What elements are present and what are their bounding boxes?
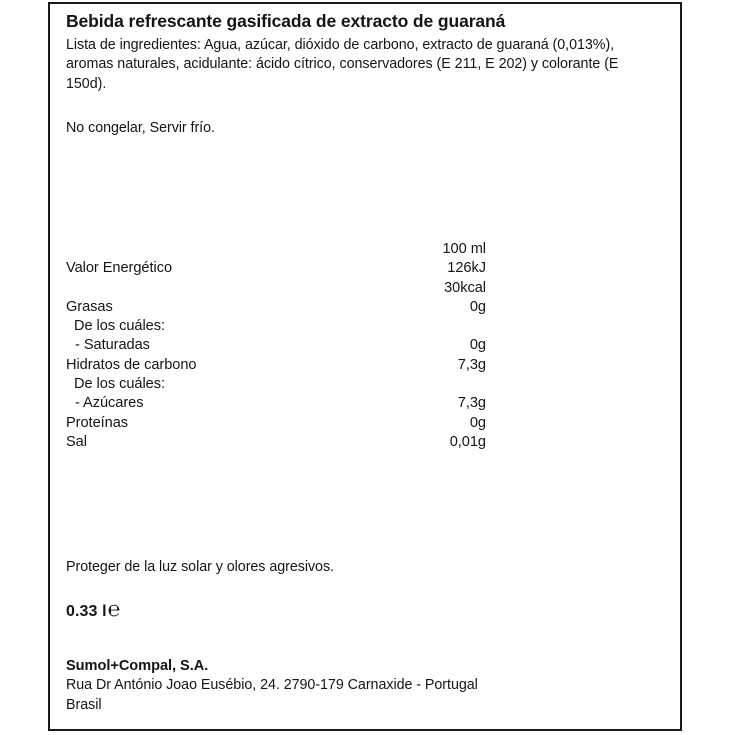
table-row bbox=[66, 394, 486, 413]
row-value: 0g bbox=[469, 337, 486, 354]
protection-instruction: Proteger de la luz solar y olores agresivos. bbox=[66, 559, 334, 575]
table-row bbox=[66, 433, 486, 452]
table-row bbox=[66, 414, 486, 433]
table-row bbox=[66, 298, 486, 317]
product-title: Bebida refrescante gasificada de extracto de guaraná bbox=[66, 11, 506, 31]
manufacturer-country: Brasil bbox=[66, 696, 102, 713]
row-value: 0,01g bbox=[449, 433, 486, 450]
estimated-sign-icon: ℮ bbox=[107, 598, 121, 621]
row-label: Grasas bbox=[66, 298, 113, 315]
row-value: 126kJ bbox=[447, 260, 486, 277]
manufacturer-block bbox=[66, 657, 478, 715]
manufacturer-name: Sumol+Compal, S.A. bbox=[66, 658, 209, 674]
row-label: De los cuáles: bbox=[74, 376, 165, 393]
row-value: 7,3g bbox=[457, 395, 486, 412]
nutrition-header-row bbox=[66, 240, 486, 259]
row-label: Valor Energético bbox=[66, 260, 173, 277]
nutrition-label-panel bbox=[48, 2, 682, 731]
row-label: Proteínas bbox=[66, 414, 129, 431]
row-value: 0g bbox=[469, 414, 486, 431]
row-label: Hidratos de carbono bbox=[66, 356, 197, 373]
table-row bbox=[66, 356, 486, 375]
table-row bbox=[66, 279, 486, 298]
row-label: - Saturadas bbox=[75, 337, 150, 354]
table-row bbox=[66, 317, 486, 336]
net-volume-value: 0.33 l bbox=[66, 603, 107, 620]
row-value: 30kcal bbox=[444, 279, 486, 296]
row-label: - Azúcares bbox=[75, 395, 144, 412]
manufacturer-address: Rua Dr António Joao Eusébio, 24. 2790-179 Carnaxide - Portugal bbox=[66, 677, 478, 694]
row-value: 7,3g bbox=[457, 356, 486, 373]
nutrition-column-header: 100 ml bbox=[442, 241, 486, 257]
ingredients-list: Lista de ingredientes: Agua, azúcar, dióxido de carbono, extracto de guaraná (0,013%), aromas naturales, acidulante: ácido cítrico, conservadores (E 211, E 202) y colorante (E 150d). bbox=[66, 37, 619, 92]
row-value: 0g bbox=[469, 298, 486, 315]
net-volume bbox=[66, 599, 120, 621]
table-row bbox=[66, 336, 486, 355]
label-content bbox=[50, 11, 680, 731]
row-label: De los cuáles: bbox=[74, 318, 165, 335]
table-row bbox=[66, 375, 486, 394]
nutrition-table bbox=[66, 240, 486, 452]
row-label: Sal bbox=[66, 433, 87, 450]
storage-instruction: No congelar, Servir frío. bbox=[66, 120, 215, 137]
table-row bbox=[66, 259, 486, 278]
